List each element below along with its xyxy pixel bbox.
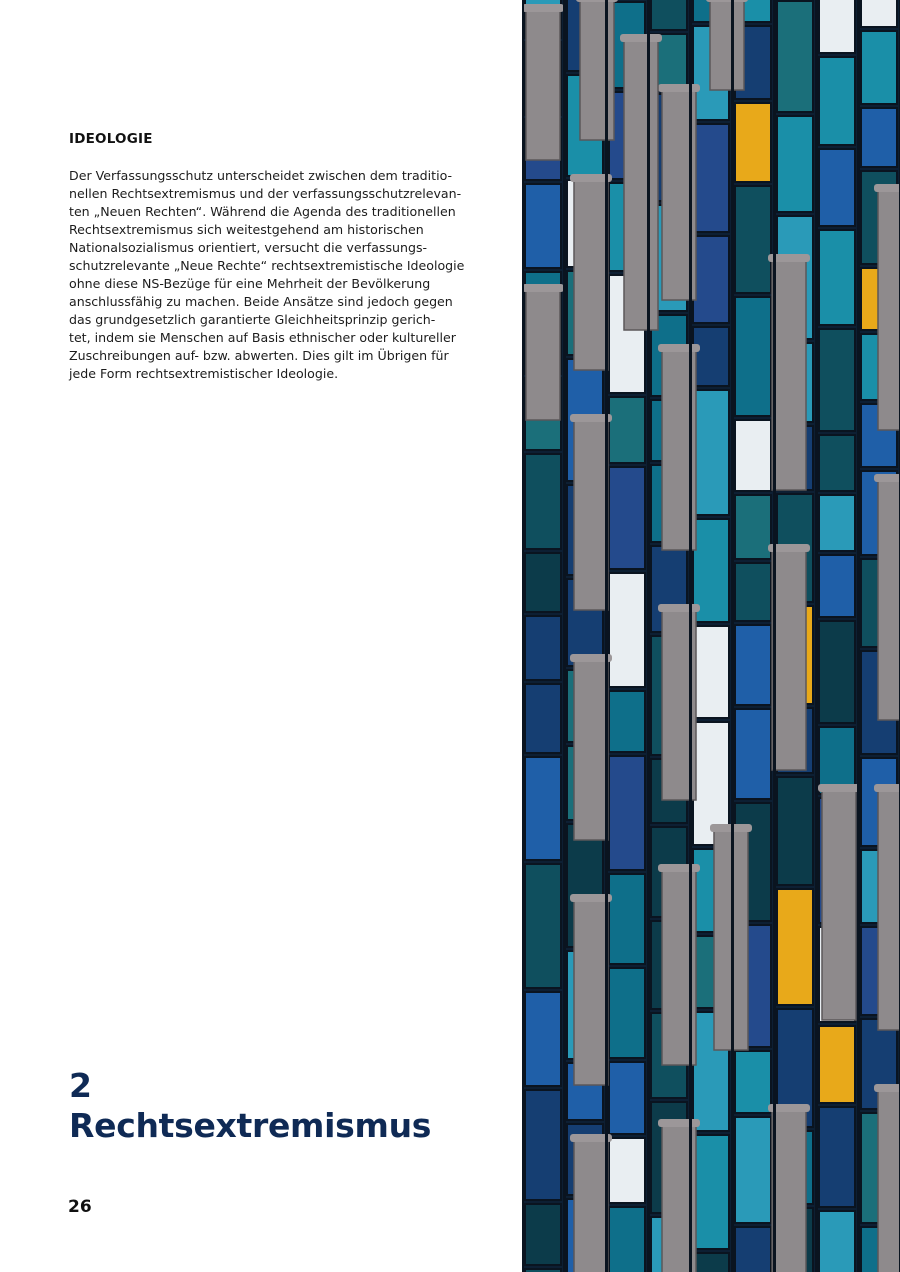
- blind-housing: [620, 34, 662, 42]
- glass-panel: [819, 727, 855, 794]
- blind-housing: [658, 1119, 700, 1127]
- glass-panel: [609, 573, 645, 687]
- sun-blind: [878, 1090, 900, 1272]
- blind-housing: [658, 864, 700, 872]
- sun-blind: [526, 290, 560, 420]
- blind-housing: [522, 4, 564, 12]
- glass-panel: [735, 420, 771, 491]
- chapter-number: 2: [69, 1066, 92, 1105]
- mullion: [731, 0, 734, 1272]
- glass-panel: [777, 1, 813, 112]
- glass-panel: [735, 495, 771, 559]
- glass-panel: [735, 1051, 771, 1113]
- body-paragraph: [69, 167, 465, 383]
- glass-panel: [819, 555, 855, 617]
- glass-panel: [861, 31, 897, 104]
- glass-panel: [819, 1107, 855, 1207]
- glass-panel: [693, 124, 729, 232]
- sun-blind: [878, 790, 900, 1030]
- section-heading: IDEOLOGIE: [69, 131, 153, 147]
- sun-blind: [878, 190, 900, 430]
- glass-panel: [609, 756, 645, 870]
- blind-housing: [818, 784, 860, 792]
- glass-panel: [651, 0, 687, 30]
- blind-housing: [874, 784, 900, 792]
- glass-panel: [735, 1117, 771, 1223]
- mullion: [773, 0, 776, 1272]
- glass-facade-image: [522, 0, 900, 1272]
- paragraph-line: schutzrelevante „Neue Rechte“ rechtsextremistische Ideologie: [69, 258, 465, 273]
- glass-panel: [819, 57, 855, 145]
- glass-panel: [525, 454, 561, 549]
- glass-panel: [777, 116, 813, 212]
- blind-housing: [576, 0, 618, 2]
- glass-panel: [525, 1090, 561, 1200]
- glass-panel: [525, 684, 561, 753]
- paragraph-line: Nationalsozialismus orientiert, versucht die verfassungs-: [69, 240, 428, 255]
- glass-panel: [609, 1138, 645, 1203]
- glass-panel: [735, 563, 771, 621]
- sun-blind: [624, 40, 658, 330]
- glass-panel: [819, 230, 855, 325]
- mullion: [647, 0, 650, 1272]
- blind-housing: [522, 284, 564, 292]
- glass-panel: [819, 0, 855, 53]
- glass-panel: [693, 1135, 729, 1249]
- glass-panel: [777, 777, 813, 885]
- glass-panel: [525, 757, 561, 860]
- glass-panel: [819, 329, 855, 431]
- glass-panel: [525, 992, 561, 1086]
- mullion: [857, 0, 860, 1272]
- glass-panel: [819, 495, 855, 551]
- sun-blind: [710, 0, 744, 90]
- sun-blind: [574, 900, 608, 1085]
- glass-panel: [735, 1227, 771, 1272]
- paragraph-line: Der Verfassungsschutz unterscheidet zwischen dem traditio-: [69, 168, 453, 183]
- glass-panel: [777, 889, 813, 1005]
- blind-housing: [658, 604, 700, 612]
- glass-panel: [693, 327, 729, 386]
- facade-photo: [522, 0, 900, 1272]
- page-number: 26: [68, 1197, 92, 1217]
- glass-panel: [819, 149, 855, 226]
- sun-blind: [574, 1140, 608, 1272]
- glass-panel: [525, 553, 561, 612]
- sun-blind: [574, 660, 608, 840]
- sun-blind: [822, 790, 856, 1020]
- glass-panel: [735, 625, 771, 705]
- blind-housing: [706, 0, 748, 2]
- blind-housing: [658, 84, 700, 92]
- glass-panel: [609, 1207, 645, 1272]
- paragraph-line: Zuschreibungen auf- bzw. abwerten. Dies gilt im Übrigen für: [69, 348, 449, 363]
- paragraph-line: ohne diese NS-Bezüge für eine Mehrheit der Bevölkerung: [69, 276, 431, 291]
- mullion: [815, 0, 818, 1272]
- glass-panel: [819, 621, 855, 723]
- blind-housing: [658, 344, 700, 352]
- blind-housing: [874, 184, 900, 192]
- mullion: [689, 0, 692, 1272]
- glass-panel: [693, 626, 729, 718]
- glass-panel: [819, 1026, 855, 1103]
- blind-housing: [874, 1084, 900, 1092]
- glass-panel: [525, 616, 561, 680]
- glass-panel: [609, 874, 645, 964]
- glass-panel: [525, 864, 561, 988]
- glass-panel: [693, 236, 729, 323]
- blind-housing: [874, 474, 900, 482]
- glass-panel: [693, 390, 729, 515]
- paragraph-line: das grundgesetzlich garantierte Gleichheitsprinzip gerich-: [69, 312, 436, 327]
- glass-panel: [525, 1204, 561, 1265]
- sun-blind: [772, 260, 806, 490]
- glass-panel: [735, 709, 771, 799]
- glass-panel: [861, 0, 897, 27]
- glass-panel: [609, 691, 645, 752]
- paragraph-line: tet, indem sie Menschen auf Basis ethnischer oder kultureller: [69, 330, 456, 345]
- glass-panel: [735, 297, 771, 416]
- mullion: [605, 0, 608, 1272]
- sun-blind: [878, 480, 900, 720]
- chapter-title-block: [69, 1066, 431, 1146]
- chapter-title: Rechtsextremismus: [69, 1106, 432, 1145]
- glass-panel: [609, 397, 645, 463]
- glass-panel: [819, 1211, 855, 1272]
- paragraph-line: Rechtsextremismus sich weitestgehend am historischen: [69, 222, 424, 237]
- mullion: [563, 0, 566, 1272]
- glass-panel: [609, 1062, 645, 1134]
- sun-blind: [574, 420, 608, 610]
- sun-blind: [580, 0, 614, 140]
- paragraph-line: ten „Neuen Rechten“. Während die Agenda des traditionellen: [69, 204, 456, 219]
- glass-panel: [861, 108, 897, 167]
- glass-panel: [693, 1253, 729, 1272]
- paragraph-line: nellen Rechtsextremismus und der verfassungsschutzrelevan-: [69, 186, 462, 201]
- glass-panel: [735, 103, 771, 182]
- glass-panel: [609, 968, 645, 1058]
- glass-panel: [819, 435, 855, 491]
- paragraph-line: anschlussfähig zu machen. Beide Ansätze sind jedoch gegen: [69, 294, 453, 309]
- glass-panel: [735, 186, 771, 293]
- sun-blind: [772, 1110, 806, 1272]
- sun-blind: [772, 550, 806, 770]
- glass-panel: [525, 184, 561, 268]
- glass-panel: [609, 467, 645, 569]
- paragraph-line: jede Form rechtsextremistischer Ideologie.: [69, 366, 339, 381]
- mullion: [522, 0, 524, 1272]
- sun-blind: [526, 10, 560, 160]
- sun-blind: [574, 180, 608, 370]
